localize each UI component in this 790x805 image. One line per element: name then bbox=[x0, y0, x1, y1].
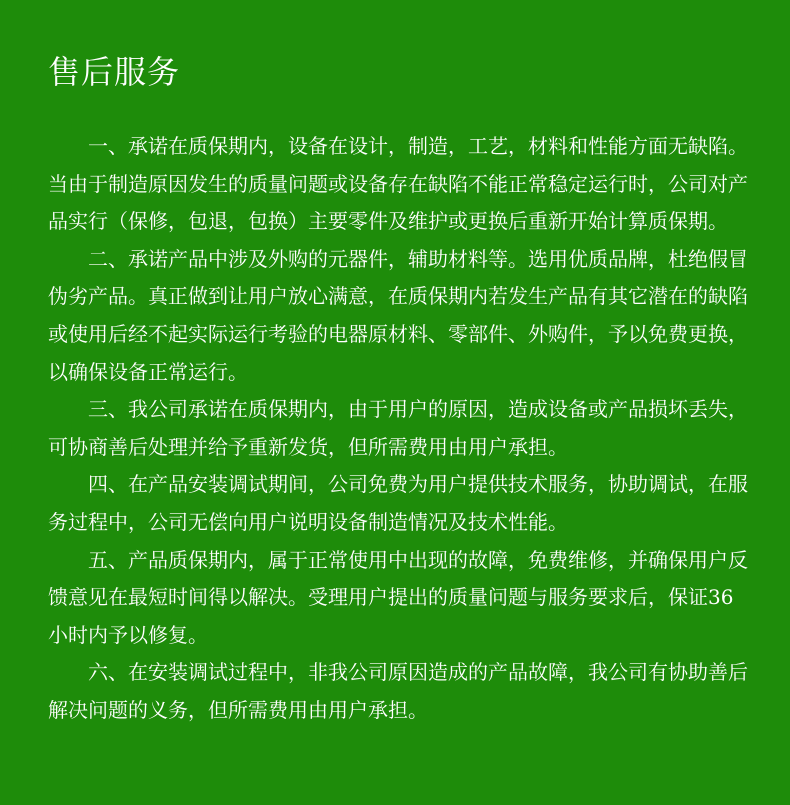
clause-6: 六、在安装调试过程中，非我公司原因造成的产品故障，我公司有协助善后解决问题的义务，但所需费用由用户承担。 bbox=[48, 660, 748, 722]
page-title: 售后服务 bbox=[48, 53, 181, 91]
clause-3: 三、我公司承诺在质保期内，由于用户的原因，造成设备或产品损坏丢失，可协商善后处理并给予重新发货，但所需费用由用户承担。 bbox=[48, 397, 748, 459]
clause-2: 二、承诺产品中涉及外购的元器件，辅助材料等。选用优质品牌，杜绝假冒伪劣产品。真正做到让用户放心满意，在质保期内若发生产品有其它潜在的缺陷或使用后经不起实际运行考验的电器原材料、零部件、外购件，予以免费更换，以确保设备正常运行。 bbox=[48, 246, 748, 384]
clause-4: 四、在产品安装调试期间，公司免费为用户提供技术服务，协助调试，在服务过程中，公司无偿向用户说明设备制造情况及技术性能。 bbox=[48, 472, 748, 534]
clause-5: 五、产品质保期内，属于正常使用中出现的故障，免费维修，并确保用户反馈意见在最短时间得以解决。受理用户提出的质量问题与服务要求后，保证36小时内予以修复。 bbox=[48, 547, 748, 647]
clause-1: 一、承诺在质保期内，设备在设计，制造，工艺，材料和性能方面无缺陷。当由于制造原因发生的质量问题或设备存在缺陷不能正常稳定运行时，公司对产品实行（保修，包退，包换）主要零件及维护或更换后重新开始计算质保期。 bbox=[48, 134, 748, 234]
service-clauses bbox=[48, 128, 750, 730]
